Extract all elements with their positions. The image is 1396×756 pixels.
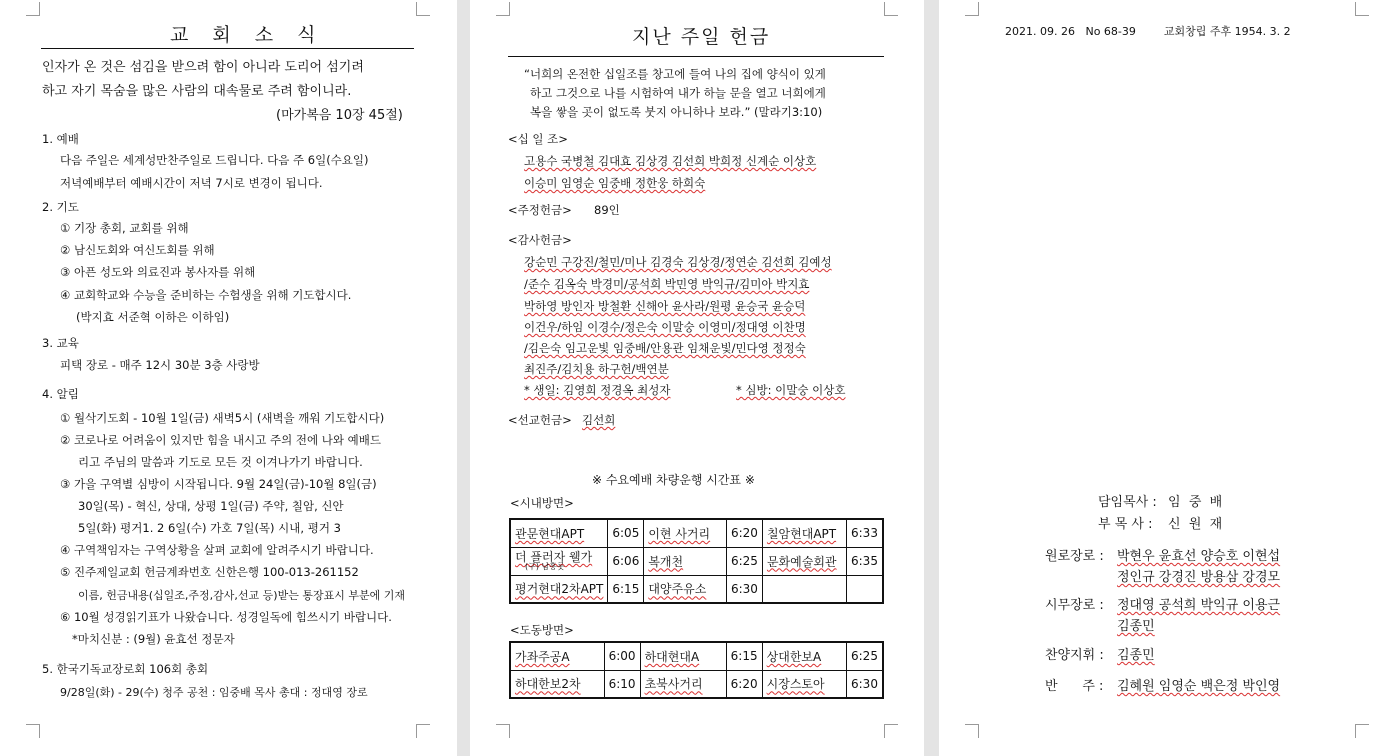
stop-name-cell: [510, 547, 608, 575]
staff-label: 반 주 :: [1045, 679, 1108, 694]
stop-time: 6:20: [726, 519, 762, 547]
page-title: 교 회 소 식: [170, 24, 325, 46]
crop-mark: [965, 2, 979, 16]
stop-time: 6:30: [726, 575, 762, 603]
stop-name: 초북사거리: [640, 670, 726, 698]
page-offering: [470, 0, 924, 756]
notice-line: *마치신분 : (9월) 윤효선 정문자: [72, 632, 235, 646]
stop-name: 이현 사거리: [644, 519, 727, 547]
staff-names: 김종민: [1117, 619, 1155, 634]
notice-line: ③ 가을 구역별 심방이 시작됩니다. 9월 24일(금)-10월 8일(금): [60, 477, 377, 491]
notice-line: 30일(목) - 혁신, 상대, 상평 1일(금) 주약, 칠암, 신안: [78, 499, 344, 513]
weekly-offering-value: 89인: [594, 203, 620, 217]
visit-names: * 심방: 이말숭 이상호: [736, 383, 846, 397]
stop-name: 하대한보2차: [510, 670, 604, 698]
notice-line: 이름, 헌금내용(십일조,주정,감사,선교 등)받는 통장표시 부분에 기재: [78, 589, 405, 602]
thanks-label: <감사헌금>: [508, 233, 572, 247]
title-rule: [508, 56, 884, 57]
stop-time: 6:15: [726, 642, 762, 670]
notice-line: ⑤ 진주제일교회 헌금계좌번호 신한은행 100-013-261152: [60, 565, 359, 579]
section-heading: 4. 알림: [42, 387, 79, 401]
stop-name: 평거현대2차APT: [510, 575, 608, 603]
stop-name: 관문현대APT: [510, 519, 608, 547]
prayer-sub: (박지효 서준혁 이하은 이하임): [76, 310, 230, 324]
stop-name-old: (구) 남흥롯: [525, 562, 565, 571]
stop-name: 대양주유소: [644, 575, 727, 603]
staff-label: 시무장로 :: [1045, 598, 1108, 613]
section-heading: 2. 기도: [42, 200, 79, 214]
stop-name: 복개천: [644, 547, 727, 575]
tithe-label: <십 일 조>: [508, 132, 568, 146]
stop-time: 6:20: [726, 670, 762, 698]
dodong-bus-table: [509, 641, 884, 699]
staff-label: 찬양지휘 :: [1045, 648, 1108, 663]
staff-names: 임 중 배: [1168, 495, 1223, 510]
prayer-item: ④ 교회학교와 수능을 준비하는 수험생을 위해 기도합시다.: [60, 288, 352, 302]
verse-reference: (마가복음 10장 45절): [276, 108, 403, 123]
prayer-item: ① 기장 총회, 교회를 위해: [60, 221, 189, 235]
crop-mark: [496, 724, 510, 738]
quote-line: 하고 그것으로 나를 시험하여 내가 하늘 문을 열고 너희에게: [530, 86, 826, 100]
notice-line: ① 월삭기도회 - 10월 1일(금) 새벽5시 (새벽을 깨워 기도합시다): [60, 411, 385, 425]
bus-schedule-title: ※ 수요예배 차량운행 시간표 ※: [592, 473, 755, 487]
table-row: [510, 670, 883, 698]
thanks-names: 박하영 방인자 방철환 신해아 윤사라/원평 윤승국 윤승덕: [524, 299, 806, 313]
crop-mark: [884, 2, 898, 16]
thanks-names: 이건우/하임 이경수/정은숙 이말숭 이영미/정대영 이찬명: [524, 320, 806, 334]
dodong-route-label: <도동방면>: [510, 623, 574, 637]
section-heading: 1. 예배: [42, 132, 79, 146]
notice-line: 리고 주님의 말씀과 기도로 모든 것 이겨나가기 바랍니다.: [78, 455, 363, 469]
mission-value: 김선희: [582, 413, 616, 427]
quote-line: “너희의 온전한 십일조를 창고에 들여 나의 집에 양식이 있게: [524, 67, 826, 81]
crop-mark: [416, 2, 430, 16]
stop-time: 6:33: [847, 519, 884, 547]
notice-line: ② 코로나로 어려움이 있지만 힘을 내시고 주의 전에 나와 예배드: [60, 433, 381, 447]
verse-line: 하고 자기 목숨을 많은 사람의 대속물로 주려 함이니라.: [42, 84, 352, 99]
thanks-names: /준수 김옥숙 박경미/공석희 박민영 박익규/김미아 박지효: [524, 277, 810, 291]
staff-names: 정대영 공석희 박익규 이용근: [1117, 598, 1281, 613]
crop-mark: [26, 724, 40, 738]
stop-name: 칠암현대APT: [762, 519, 846, 547]
prayer-item: ② 남신도회와 여신도회를 위해: [60, 243, 215, 257]
stop-time: 6:15: [608, 575, 644, 603]
crop-mark: [884, 724, 898, 738]
crop-mark: [965, 724, 979, 738]
table-row: [510, 519, 883, 547]
stop-name: 가좌주공A: [510, 642, 604, 670]
thanks-names: 강순민 구강진/철민/미나 김경숙 김상경/정연순 김선희 김예성: [524, 255, 832, 269]
stop-name: 하대현대A: [640, 642, 726, 670]
notice-line: ⑥ 10월 성경읽기표가 나왔습니다. 성경일독에 힘쓰시기 바랍니다.: [60, 610, 392, 624]
tithe-names: 고용수 국병철 김대효 김상경 김선희 박희정 신계순 이상호: [524, 154, 817, 168]
weekly-offering-label: <주정헌금>: [508, 203, 572, 217]
city-bus-table: [509, 518, 884, 604]
crop-mark: [416, 724, 430, 738]
verse-line: 인자가 온 것은 섬김을 받으려 함이 아니라 도리어 섬기려: [42, 60, 364, 75]
staff-names: 박현우 윤효선 양승호 이현섭: [1117, 549, 1281, 564]
crop-mark: [1355, 724, 1369, 738]
page-church-info: [939, 0, 1396, 756]
crop-mark: [26, 2, 40, 16]
notice-line: 5일(화) 평거1. 2 6일(수) 가호 7일(목) 시내, 평거 3: [78, 521, 341, 535]
title-rule: [41, 48, 414, 49]
stop-time: [847, 575, 884, 603]
stop-name: 시장스토아: [762, 670, 846, 698]
bulletin-header: 2021. 09. 26 No 68-39 교회창립 주후 1954. 3. 2: [1005, 25, 1291, 38]
stop-name: 상대한보A: [762, 642, 846, 670]
page-title: 지난 주일 헌금: [632, 26, 771, 48]
worship-text: 저녁예배부터 예배시간이 저녁 7시로 변경이 됩니다.: [60, 176, 323, 190]
stop-time: 6:05: [608, 519, 644, 547]
thanks-names: 최진주/김치용 하구헌/백연분: [524, 362, 669, 376]
staff-names: 김종민: [1117, 648, 1155, 663]
staff-label: 원로장로 :: [1045, 549, 1108, 564]
birthday-names: * 생일: 김영희 정경옥 최성자: [524, 383, 671, 397]
stop-name: 문화예술회관: [762, 547, 846, 575]
table-row: [510, 642, 883, 670]
staff-names: 신 원 재: [1168, 517, 1223, 532]
table-row: [510, 547, 883, 575]
quote-line: 복을 쌓을 곳이 없도록 붓지 아니하나 보라.” (말라기3:10): [530, 105, 823, 119]
education-text: 피택 장로 - 매주 12시 30분 3층 사랑방: [60, 358, 260, 372]
staff-names: 김혜원 임영순 백은정 박인영: [1117, 679, 1281, 694]
section-heading: 5. 한국기독교장로회 106회 총회: [42, 662, 209, 676]
worship-text: 다음 주일은 세계성만찬주일로 드립니다. 다음 주 6일(수요일): [60, 153, 369, 167]
stop-name: 더 플러자 웰가: [515, 550, 593, 564]
stop-time: 6:25: [847, 642, 884, 670]
staff-label: 부 목 사 :: [1098, 517, 1157, 532]
stop-time: 6:10: [604, 670, 640, 698]
city-route-label: <시내방면>: [510, 496, 574, 510]
stop-time: 6:30: [847, 670, 884, 698]
thanks-names: /김은숙 임고운빛 임중배/안용관 임채운빛/민다영 정정숙: [524, 341, 806, 355]
mission-label: <선교헌금>: [508, 413, 572, 427]
notice-line: ④ 구역책임자는 구역상황을 살펴 교회에 알려주시기 바랍니다.: [60, 543, 374, 557]
stop-name: [762, 575, 846, 603]
crop-mark: [496, 2, 510, 16]
staff-label: 담임목사 :: [1098, 495, 1161, 510]
stop-time: 6:25: [726, 547, 762, 575]
page-church-news: [0, 0, 457, 756]
staff-names: 정인규 강경진 방용삼 강경모: [1117, 570, 1281, 585]
table-row: [510, 575, 883, 603]
prayer-item: ③ 아픈 성도와 의료진과 봉사자를 위해: [60, 265, 256, 279]
tithe-names: 이승미 임영순 임중배 정한웅 하희숙: [524, 176, 706, 190]
section-heading: 3. 교육: [42, 336, 79, 350]
stop-time: 6:00: [604, 642, 640, 670]
crop-mark: [1355, 2, 1369, 16]
stop-time: 6:06: [608, 547, 644, 575]
assembly-text: 9/28일(화) - 29(수) 청주 공천 : 임중배 목사 총대 : 정대영 장로: [60, 686, 368, 699]
stop-time: 6:35: [847, 547, 884, 575]
